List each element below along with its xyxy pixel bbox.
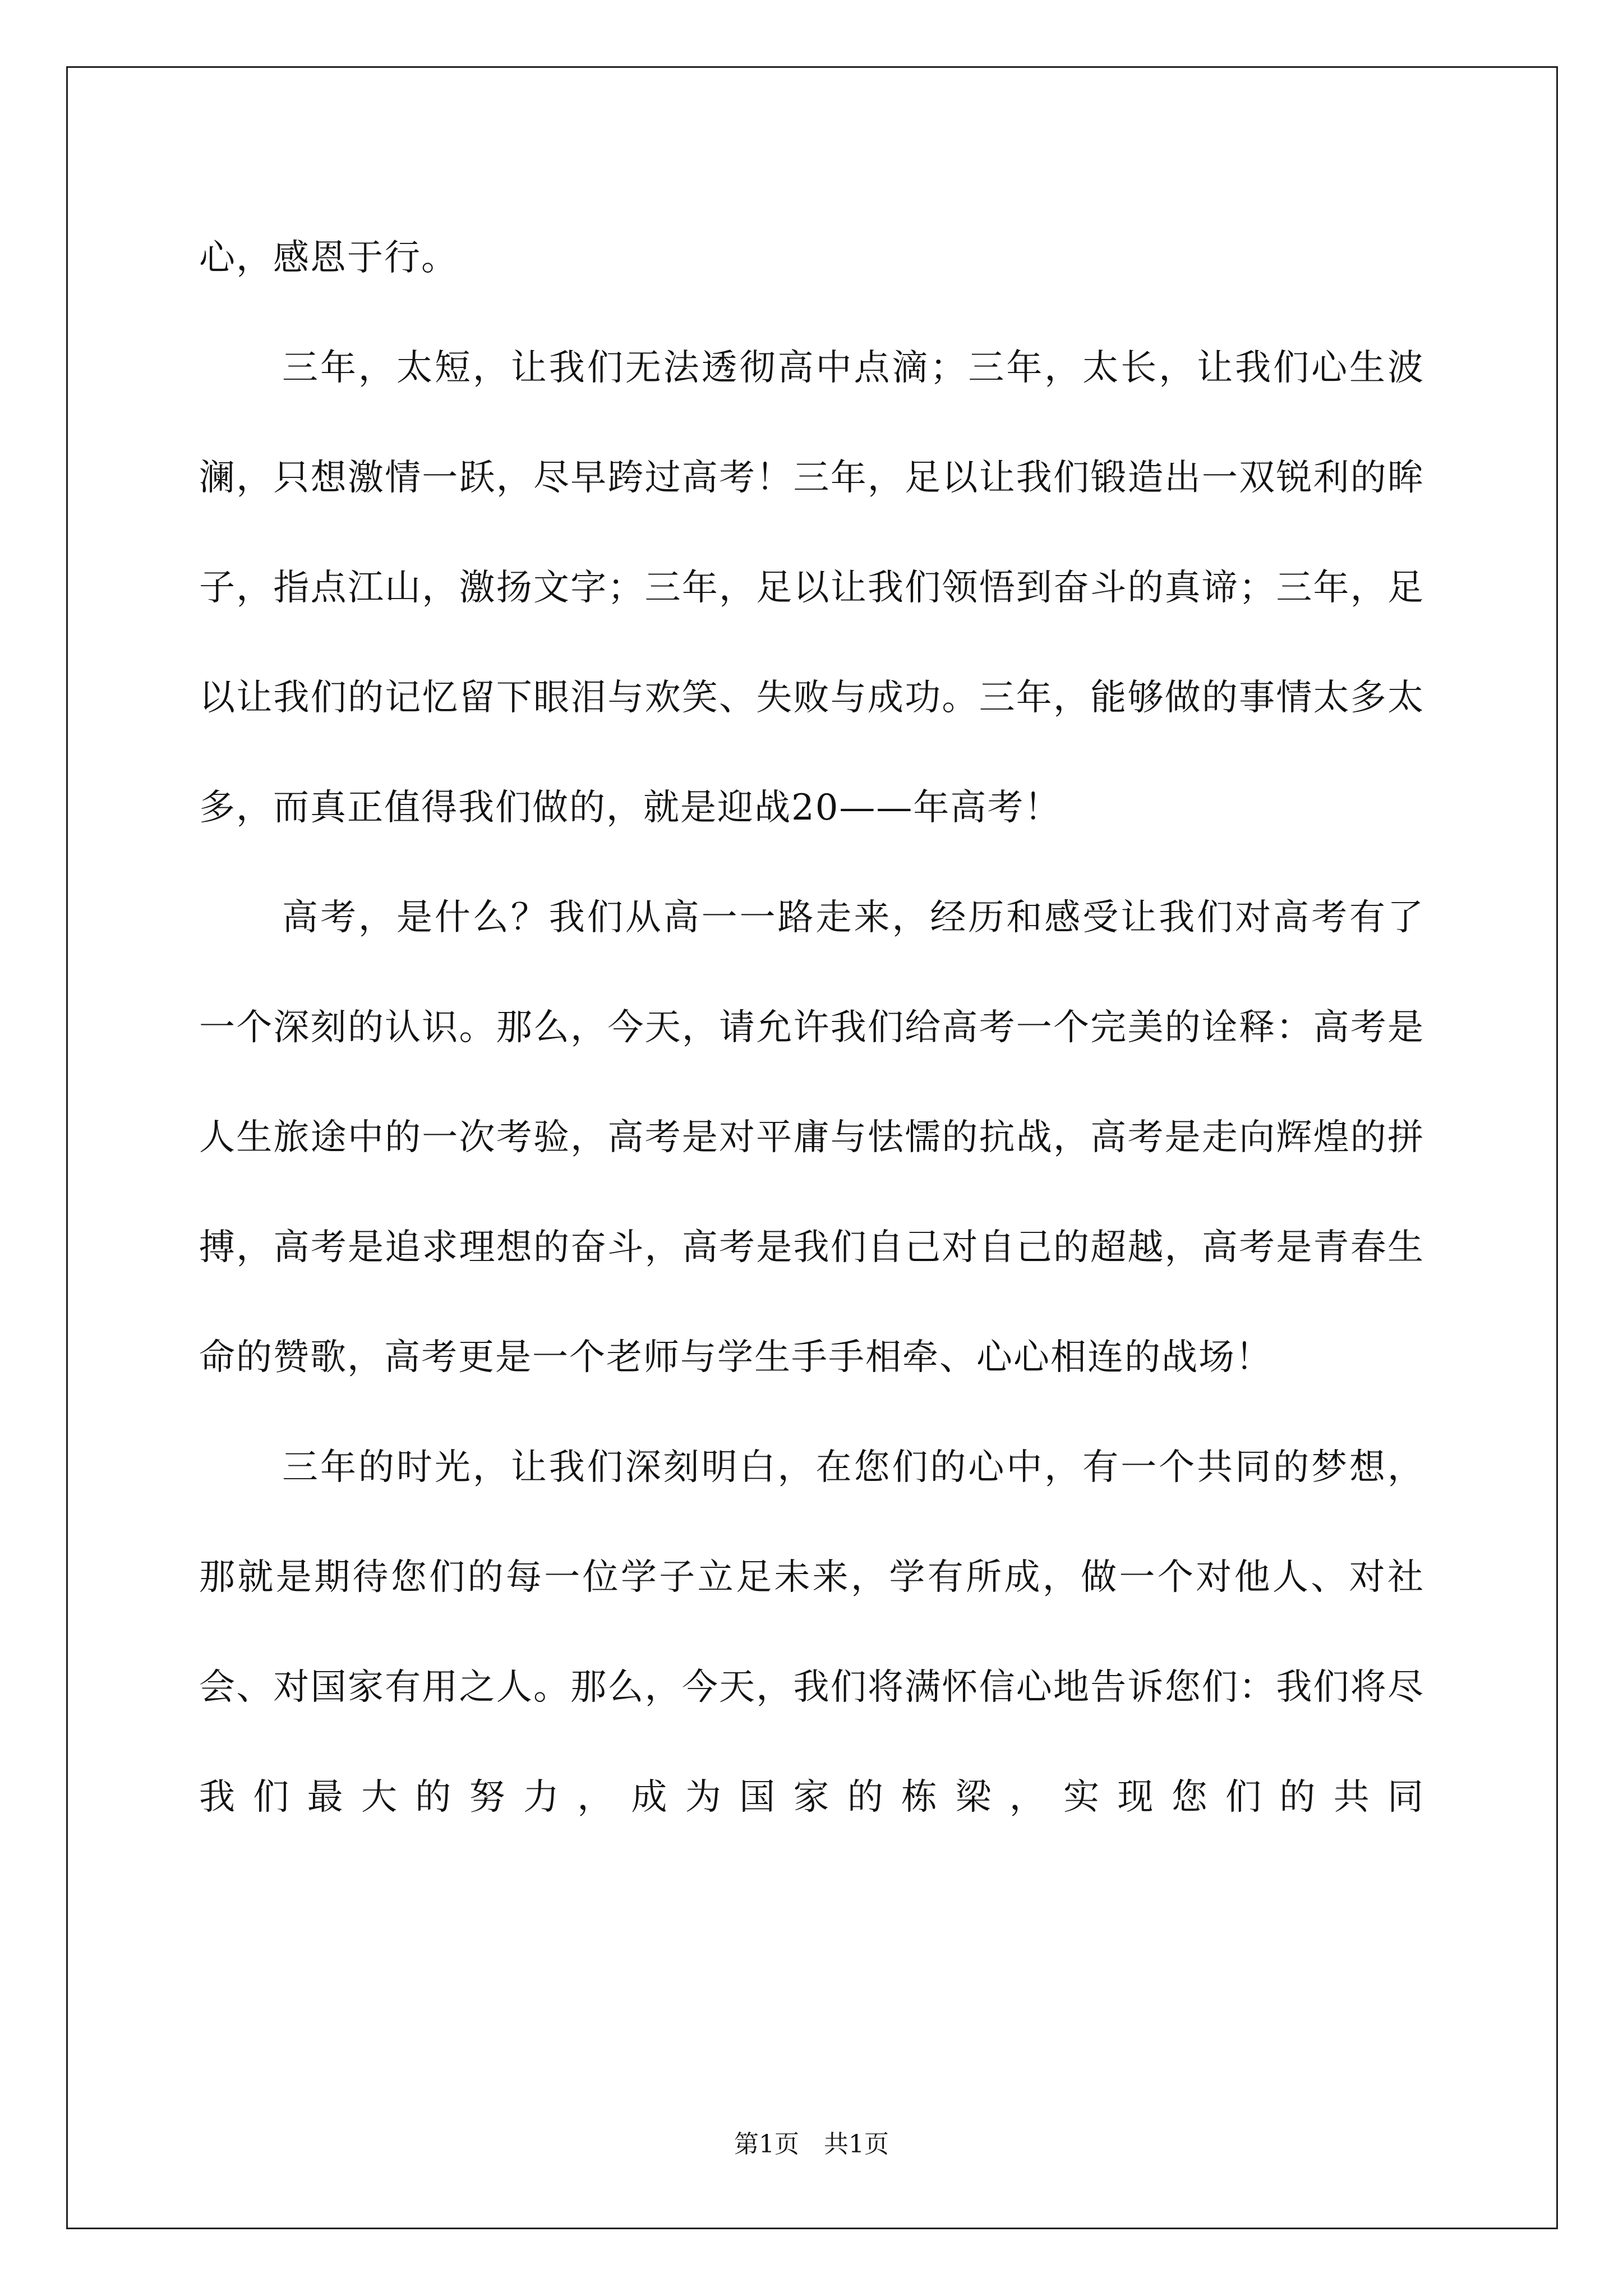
paragraph-continuation: 心，感恩于行。: [199, 237, 458, 279]
document-body: [199, 203, 1424, 1852]
page-total: 共1页: [824, 2130, 889, 2159]
paragraph-three-years: 三年，太短，让我们无法透彻高中点滴；三年，太长，让我们心生波澜，只想激情一跃，尽早跨过高考！三年，足以让我们锻造出一双锐利的眸子，指点江山，激扬文字；三年，足以让我们领悟到奋斗的真谛；三年，足以让我们的记忆留下眼泪与欢笑、失败与成功。三年，能够做的事情太多太多，而真正值得我们做的，就是迎战20——年高考！: [199, 347, 1424, 829]
paragraph-shared-dream: 三年的时光，让我们深刻明白，在您们的心中，有一个共同的梦想，那就是期待您们的每一位学子立足未来，学有所成，做一个对他人、对社会、对国家有用之人。那么，今天，我们将满怀信心地告诉您们：我们将尽我们最大的努力，成为国家的栋梁，实现您们的共同: [199, 1447, 1424, 1818]
page-footer: [0, 2128, 1623, 2161]
page-number: 第1页: [734, 2130, 799, 2159]
paragraph-what-is-gaokao: 高考，是什么？我们从高一一路走来，经历和感受让我们对高考有了一个深刻的认识。那么，今天，请允许我们给高考一个完美的诠释：高考是人生旅途中的一次考验，高考是对平庸与怯懦的抗战，高考是走向辉煌的拼搏，高考是追求理想的奋斗，高考是我们自己对自己的超越，高考是青春生命的赞歌，高考更是一个老师与学生手手相牵、心心相连的战场！: [199, 897, 1424, 1378]
